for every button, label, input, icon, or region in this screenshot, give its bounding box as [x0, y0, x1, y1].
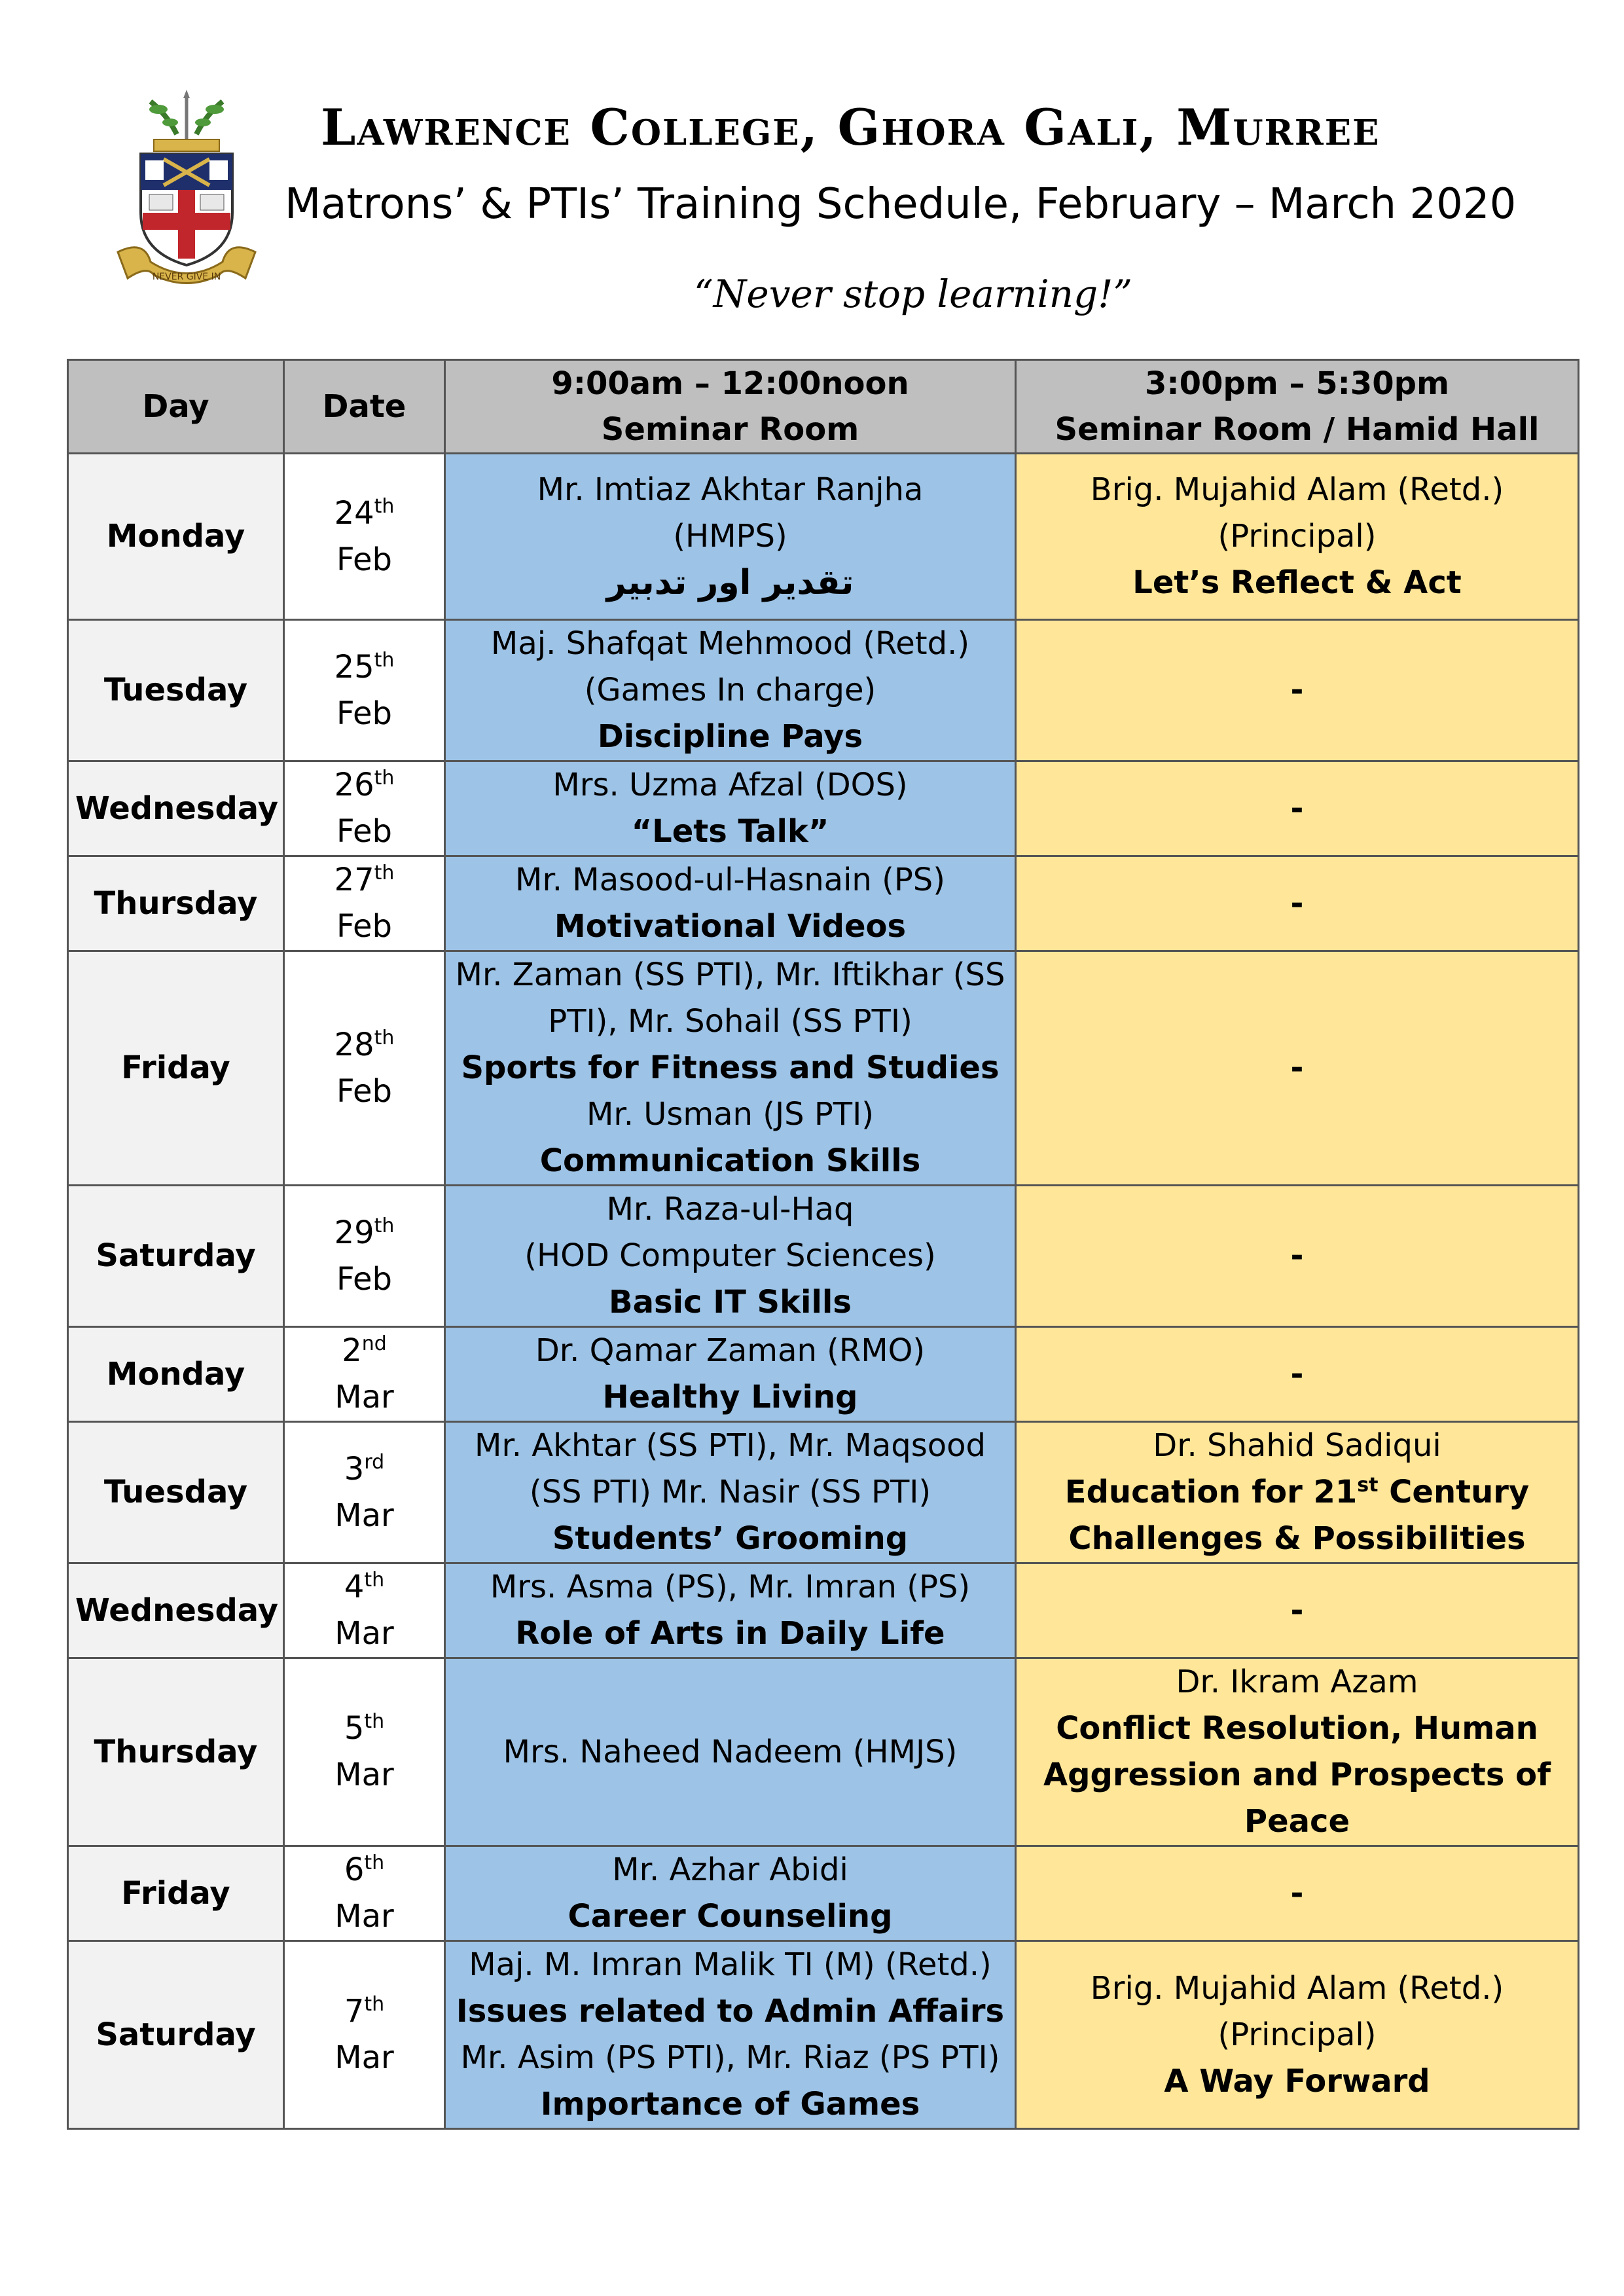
day-cell: Thursday: [68, 856, 284, 951]
morning-session-line: Dr. Qamar Zaman (RMO): [535, 1332, 926, 1369]
morning-session-line: PTI), Mr. Sohail (SS PTI): [548, 1003, 912, 1040]
table-row: [68, 1422, 1579, 1563]
date-month: Feb: [336, 813, 392, 850]
morning-session-cell: [445, 1327, 1016, 1422]
date-number: 7th: [344, 1993, 385, 2030]
day-cell: Friday: [68, 951, 284, 1186]
morning-session-line: Career Counseling: [568, 1898, 893, 1935]
morning-session-line: Students’ Grooming: [552, 1520, 909, 1557]
evening-session-cell: [1016, 1422, 1579, 1563]
morning-session-cell: [445, 951, 1016, 1186]
morning-session-line: Maj. M. Imran Malik TI (M) (Retd.): [469, 1946, 992, 1983]
morning-session-line: Motivational Videos: [554, 908, 907, 945]
header-evening-venue: Seminar Room / Hamid Hall: [1055, 411, 1540, 448]
date-month: Mar: [334, 1615, 394, 1652]
table-row: [68, 1941, 1579, 2129]
evening-session-cell: [1016, 454, 1579, 620]
evening-session-line: Aggression and Prospects of: [1043, 1757, 1551, 1793]
date-ordinal-suffix: th: [374, 862, 395, 884]
morning-session-line: Mr. Raza-ul-Haq: [606, 1191, 854, 1228]
morning-session-line: Mr. Imtiaz Akhtar Ranjha: [537, 471, 924, 508]
evening-session-line: Education for 21st Century: [1064, 1474, 1530, 1510]
morning-session-cell: [445, 761, 1016, 856]
evening-session-line: (Principal): [1218, 518, 1377, 555]
morning-session-cell: [445, 856, 1016, 951]
evening-session-cell: [1016, 951, 1579, 1186]
day-cell: Wednesday: [68, 1563, 284, 1658]
header-morning-time: 9:00am – 12:00noon: [551, 365, 909, 402]
date-number: 28th: [334, 1026, 395, 1063]
date-cell: [284, 1327, 445, 1422]
morning-session-cell: [445, 1846, 1016, 1941]
date-month: Mar: [334, 1379, 394, 1415]
date-number: 24th: [334, 494, 395, 532]
date-ordinal-suffix: th: [374, 494, 395, 518]
date-cell: [284, 1658, 445, 1846]
evening-session-line: -: [1290, 1355, 1304, 1393]
morning-session-line: Mr. Akhtar (SS PTI), Mr. Maqsood: [475, 1427, 986, 1464]
evening-session-cell: [1016, 1941, 1579, 2129]
table-row: [68, 620, 1579, 761]
crest-motto-text: NEVER GIVE IN: [152, 272, 221, 282]
header-evening-time: 3:00pm – 5:30pm: [1145, 365, 1449, 402]
morning-session-line: Basic IT Skills: [609, 1284, 852, 1321]
date-month: Feb: [336, 1260, 392, 1298]
day-cell: Tuesday: [68, 1422, 284, 1563]
evening-session-line: Dr. Shahid Sadiqui: [1153, 1427, 1441, 1464]
motto-text: “Never stop learning!”: [694, 272, 1133, 316]
evening-session-line: -: [1290, 790, 1304, 827]
date-month: Feb: [336, 541, 392, 578]
evening-session-line: A Way Forward: [1164, 2062, 1430, 2100]
date-cell: [284, 761, 445, 856]
date-number: 6th: [344, 1851, 385, 1888]
morning-session-line: Mrs. Naheed Nadeem (HMJS): [503, 1733, 958, 1770]
date-month: Mar: [334, 1898, 394, 1935]
date-cell: [284, 1563, 445, 1658]
evening-session-cell: [1016, 761, 1579, 856]
morning-session-line: Mrs. Asma (PS), Mr. Imran (PS): [490, 1569, 971, 1605]
morning-session-line: Mr. Masood-ul-Hasnain (PS): [515, 862, 945, 898]
date-month: Feb: [336, 695, 392, 732]
day-cell: Saturday: [68, 1186, 284, 1327]
morning-session-line: تقدیر اور تدبیر: [606, 563, 854, 602]
table-row: [68, 1186, 1579, 1327]
day-cell: Monday: [68, 454, 284, 620]
morning-session-line: (HMPS): [673, 518, 787, 555]
morning-session-line: Issues related to Admin Affairs: [456, 1993, 1005, 2030]
date-cell: [284, 1941, 445, 2129]
morning-session-line: Communication Skills: [539, 1142, 921, 1179]
date-number: 26th: [334, 767, 395, 803]
date-ordinal-suffix: th: [364, 1993, 385, 2016]
evening-session-cell: [1016, 1327, 1579, 1422]
header-evening-session: [1016, 360, 1579, 454]
evening-session-cell: [1016, 856, 1579, 951]
evening-session-line: Conflict Resolution, Human: [1056, 1710, 1538, 1747]
morning-session-line: (HOD Computer Sciences): [524, 1237, 936, 1274]
date-number: 3rd: [344, 1450, 385, 1487]
morning-session-line: Healthy Living: [602, 1379, 858, 1415]
date-number: 29th: [334, 1214, 395, 1251]
evening-session-cell: [1016, 1846, 1579, 1941]
header-morning-session: [445, 360, 1016, 454]
evening-session-line: Peace: [1244, 1803, 1350, 1840]
evening-session-cell: [1016, 1658, 1579, 1846]
table-row: [68, 1658, 1579, 1846]
day-cell: Tuesday: [68, 620, 284, 761]
header-morning-venue: Seminar Room: [601, 411, 859, 448]
date-month: Mar: [334, 1757, 394, 1793]
date-number: 4th: [344, 1569, 385, 1605]
evening-session-cell: [1016, 1186, 1579, 1327]
date-ordinal-suffix: th: [374, 1026, 395, 1049]
table-header-row: [68, 360, 1579, 454]
morning-session-line: Mr. Usman (JS PTI): [586, 1096, 874, 1133]
schedule-subtitle: Matrons’ & PTIs’ Training Schedule, February – March 2020: [285, 180, 1517, 228]
date-ordinal-suffix: nd: [361, 1332, 387, 1355]
evening-session-line: -: [1290, 672, 1304, 708]
date-cell: [284, 454, 445, 620]
date-number: 25th: [334, 648, 395, 685]
evening-session-line: -: [1290, 884, 1304, 922]
table-row: [68, 951, 1579, 1186]
date-cell: [284, 1186, 445, 1327]
day-cell: Friday: [68, 1846, 284, 1941]
date-ordinal-suffix: rd: [364, 1450, 385, 1474]
morning-session-cell: [445, 1941, 1016, 2129]
morning-session-line: Mr. Azhar Abidi: [612, 1851, 848, 1888]
date-cell: [284, 1846, 445, 1941]
morning-session-line: Mr. Zaman (SS PTI), Mr. Iftikhar (SS: [455, 957, 1005, 993]
morning-session-line: Importance of Games: [540, 2086, 920, 2123]
date-month: Mar: [334, 2039, 394, 2076]
evening-session-line: Brig. Mujahid Alam (Retd.): [1090, 1969, 1504, 2007]
morning-session-line: (Games In charge): [584, 672, 876, 708]
date-ordinal-suffix: th: [364, 1710, 385, 1733]
evening-session-line: -: [1290, 1592, 1304, 1629]
evening-session-line: Challenges & Possibilities: [1068, 1520, 1526, 1557]
ordinal-suffix: st: [1357, 1474, 1379, 1497]
evening-session-line: Brig. Mujahid Alam (Retd.): [1090, 471, 1504, 508]
day-cell: Saturday: [68, 1941, 284, 2129]
date-month: Mar: [334, 1497, 394, 1534]
training-schedule-table: [67, 359, 1579, 2130]
morning-session-line: Discipline Pays: [597, 718, 863, 755]
evening-session-line: Let’s Reflect & Act: [1132, 564, 1462, 601]
table-row: [68, 856, 1579, 951]
morning-session-cell: [445, 454, 1016, 620]
morning-session-line: Mr. Asim (PS PTI), Mr. Riaz (PS PTI): [460, 2039, 1000, 2076]
college-crest-logo: [105, 88, 268, 291]
college-name-title: Lawrence College, Ghora Gali, Murree: [321, 98, 1380, 156]
header-day: Day: [68, 360, 284, 454]
date-number: 2nd: [342, 1332, 387, 1369]
date-cell: [284, 951, 445, 1186]
table-row: [68, 761, 1579, 856]
date-number: 27th: [334, 862, 395, 898]
header-date: Date: [284, 360, 445, 454]
date-ordinal-suffix: th: [374, 648, 395, 672]
date-ordinal-suffix: th: [374, 1214, 395, 1237]
date-month: Feb: [336, 908, 392, 945]
morning-session-cell: [445, 1422, 1016, 1563]
date-number: 5th: [344, 1710, 385, 1747]
morning-session-line: Maj. Shafqat Mehmood (Retd.): [490, 625, 970, 662]
morning-session-line: Sports for Fitness and Studies: [461, 1049, 1000, 1086]
table-row: [68, 1327, 1579, 1422]
schedule-body: [68, 454, 1579, 2129]
date-cell: [284, 856, 445, 951]
evening-session-line: -: [1290, 1049, 1304, 1086]
date-month: Feb: [336, 1072, 392, 1110]
morning-session-cell: [445, 1658, 1016, 1846]
evening-session-line: Dr. Ikram Azam: [1176, 1664, 1418, 1700]
morning-session-cell: [445, 1563, 1016, 1658]
date-ordinal-suffix: th: [364, 1569, 385, 1592]
morning-session-line: (SS PTI) Mr. Nasir (SS PTI): [529, 1474, 931, 1510]
evening-session-cell: [1016, 1563, 1579, 1658]
morning-session-line: “Lets Talk”: [631, 813, 829, 850]
table-row: [68, 1563, 1579, 1658]
table-row: [68, 454, 1579, 620]
evening-session-line: -: [1290, 1237, 1304, 1274]
table-row: [68, 1846, 1579, 1941]
morning-session-line: Role of Arts in Daily Life: [515, 1615, 945, 1652]
evening-session-line: (Principal): [1218, 2016, 1377, 2053]
evening-session-cell: [1016, 620, 1579, 761]
day-cell: Monday: [68, 1327, 284, 1422]
morning-session-cell: [445, 620, 1016, 761]
date-cell: [284, 620, 445, 761]
date-ordinal-suffix: th: [374, 767, 395, 790]
evening-session-line: -: [1290, 1874, 1304, 1912]
morning-session-cell: [445, 1186, 1016, 1327]
date-cell: [284, 1422, 445, 1563]
day-cell: Wednesday: [68, 761, 284, 856]
morning-session-line: Mrs. Uzma Afzal (DOS): [552, 767, 908, 803]
day-cell: Thursday: [68, 1658, 284, 1846]
date-ordinal-suffix: th: [364, 1851, 385, 1874]
